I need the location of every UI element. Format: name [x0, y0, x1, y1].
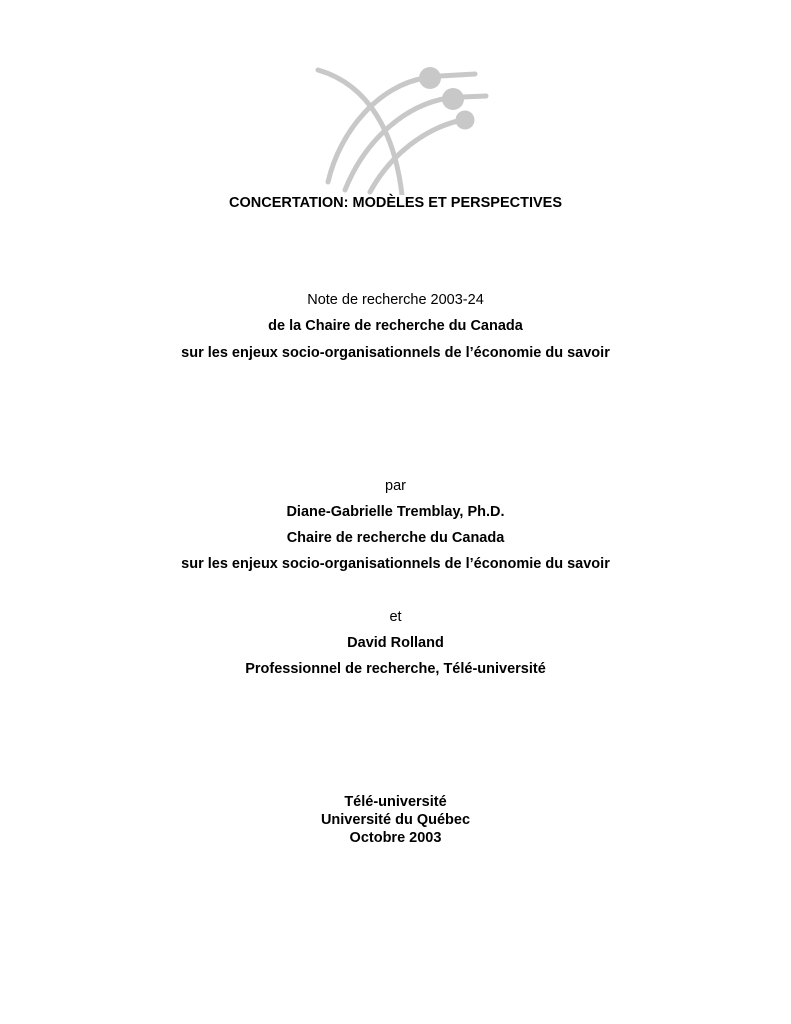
research-chair-line: de la Chaire de recherche du Canada [268, 318, 523, 334]
author1-affiliation-topic: sur les enjeux socio-organisationnels de l’économie du savoir [181, 556, 610, 572]
author1-name: Diane-Gabrielle Tremblay, Ph.D. [286, 504, 505, 520]
arcs-and-dots-logo-icon [310, 60, 490, 195]
institution-name: Télé-université [344, 794, 447, 810]
author2-name: David Rolland [347, 635, 444, 651]
research-chair-topic: sur les enjeux socio-organisationnels de l’économie du savoir [181, 345, 610, 361]
by-label: par [385, 478, 406, 494]
research-note-number: Note de recherche 2003-24 [307, 292, 484, 308]
publication-date: Octobre 2003 [349, 830, 442, 846]
document-title: CONCERTATION: MODÈLES ET PERSPECTIVES [229, 195, 562, 211]
and-label: et [389, 609, 402, 625]
university-name: Université du Québec [320, 812, 471, 828]
author2-role: Professionnel de recherche, Télé-université [245, 661, 546, 677]
author1-affiliation: Chaire de recherche du Canada [286, 530, 505, 546]
